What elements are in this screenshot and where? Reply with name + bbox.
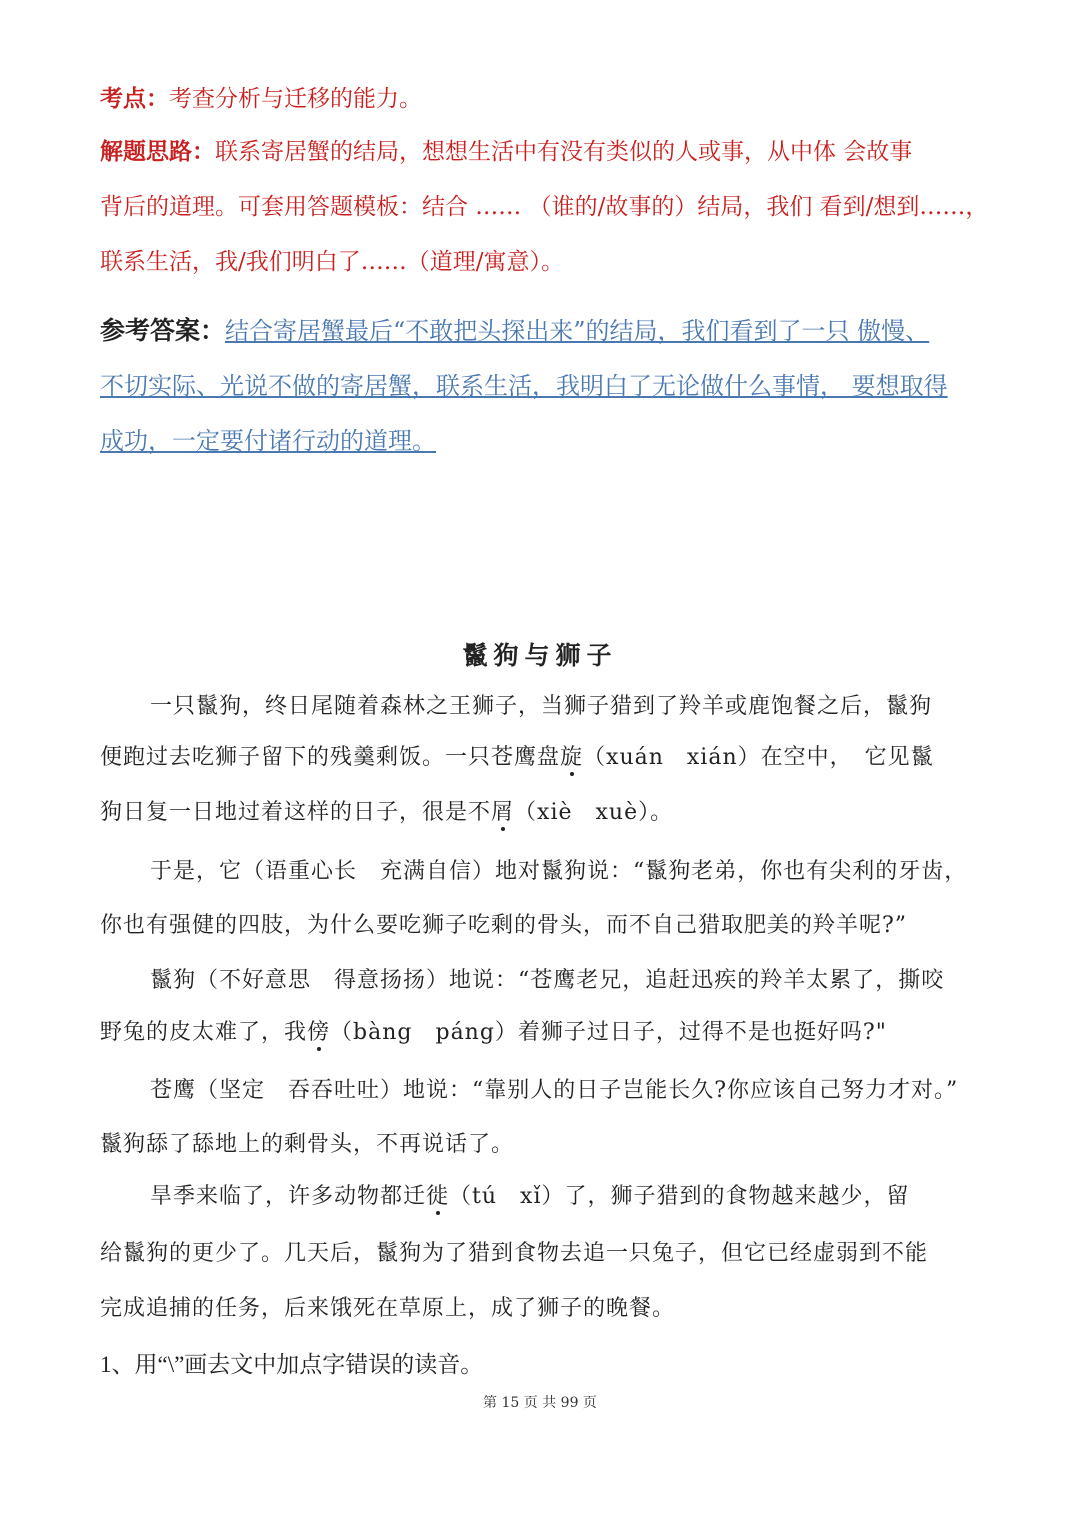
- story-p3-line-2: [100, 1018, 887, 1048]
- story-p5-line-2: 给鬣狗的更少了。几天后，鬣狗为了猎到食物去追一只兔子，但它已经虚弱到不能: [100, 1241, 929, 1266]
- story-p1-line-2: [100, 743, 934, 773]
- story-title: 鬣狗与狮子: [462, 641, 618, 670]
- story-p4-line-1: 苍鹰（坚定 吞吞吐吐）地说：“靠别人的日子岂能长久?你应该自己努力才对。”: [150, 1078, 959, 1103]
- question-1: 1、用“\”画去文中加点字错误的读音。: [100, 1352, 484, 1377]
- story-p1-line-1: 一只鬣狗，终日尾随着森林之王狮子，当狮子猎到了羚羊或鹿饱餐之后，鬣狗: [150, 694, 933, 719]
- story-p2-line-2: 你也有强健的四肢，为什么要吃狮子吃剩的骨头，而不自己猎取肥美的羚羊呢?”: [100, 913, 908, 938]
- dotted-character: 傍: [307, 1020, 331, 1045]
- dotted-character: 旋: [560, 745, 584, 770]
- story-text: 便跑过去吃狮子留下的残羹剩饭。一只苍鹰盘: [100, 745, 561, 770]
- story-p1-line-3: [100, 798, 673, 828]
- kaodian-text: 考查分析与迁移的能力。: [169, 86, 422, 112]
- story-text: （bàng páng）着狮子过日子，过得不是也挺好吗?": [330, 1020, 887, 1045]
- jieti-line-3: 联系生活，我/我们明白了……（道理/寓意）。: [100, 249, 564, 275]
- jieti-line-1: [100, 137, 912, 167]
- story-text: 野兔的皮太难了，我: [100, 1020, 308, 1045]
- answer-line-3: 成功，一定要付诸行动的道理。: [100, 427, 436, 455]
- jieti-text-1: 联系寄居蟹的结局，想想生活中有没有类似的人或事，从中体 会故事: [215, 139, 913, 165]
- page-footer: 第 15 页 共 99 页: [483, 1395, 597, 1411]
- dotted-character: 徙: [426, 1184, 450, 1209]
- answer-text-1: 结合寄居蟹最后“不敢把头探出来”的结局，我们看到了一只 傲慢、: [225, 317, 930, 345]
- jieti-line-2: 背后的道理。可套用答题模板：结合 …… （谁的/故事的）结局，我们 看到/想到……，: [100, 194, 989, 220]
- story-text: （xiè xuè）。: [514, 800, 674, 825]
- story-text: 旱季来临了，许多动物都迁: [150, 1184, 427, 1209]
- kaodian-label: 考点：: [100, 85, 169, 112]
- story-p3-line-1: 鬣狗（不好意思 得意扬扬）地说：“苍鹰老兄，追赶迅疾的羚羊太累了，撕咬: [150, 968, 945, 993]
- dotted-character: 屑: [491, 800, 515, 825]
- story-text: （xuán xián）在空中， 它见鬣: [583, 745, 934, 770]
- story-text: 狗日复一日地过着这样的日子，很是不: [100, 800, 492, 825]
- story-p5-line-3: 完成追捕的任务，后来饿死在草原上，成了狮子的晚餐。: [100, 1296, 676, 1321]
- story-text: （tú xǐ）了，狮子猎到的食物越来越少，留: [449, 1184, 910, 1209]
- story-p2-line-1: 于是，它（语重心长 充满自信）地对鬣狗说：“鬣狗老弟，你也有尖利的牙齿，: [150, 859, 968, 884]
- jieti-label: 解题思路：: [100, 138, 215, 165]
- story-p5-line-1: [150, 1182, 910, 1212]
- answer-line-2: 不切实际、光说不做的寄居蟹，联系生活，我明白了无论做什么事情， 要想取得: [100, 372, 948, 400]
- answer-line-1: [100, 316, 929, 347]
- kaodian-line: [100, 84, 422, 114]
- story-p4-line-2: 鬣狗舔了舔地上的剩骨头，不再说话了。: [100, 1132, 515, 1157]
- answer-label: 参考答案：: [100, 316, 226, 345]
